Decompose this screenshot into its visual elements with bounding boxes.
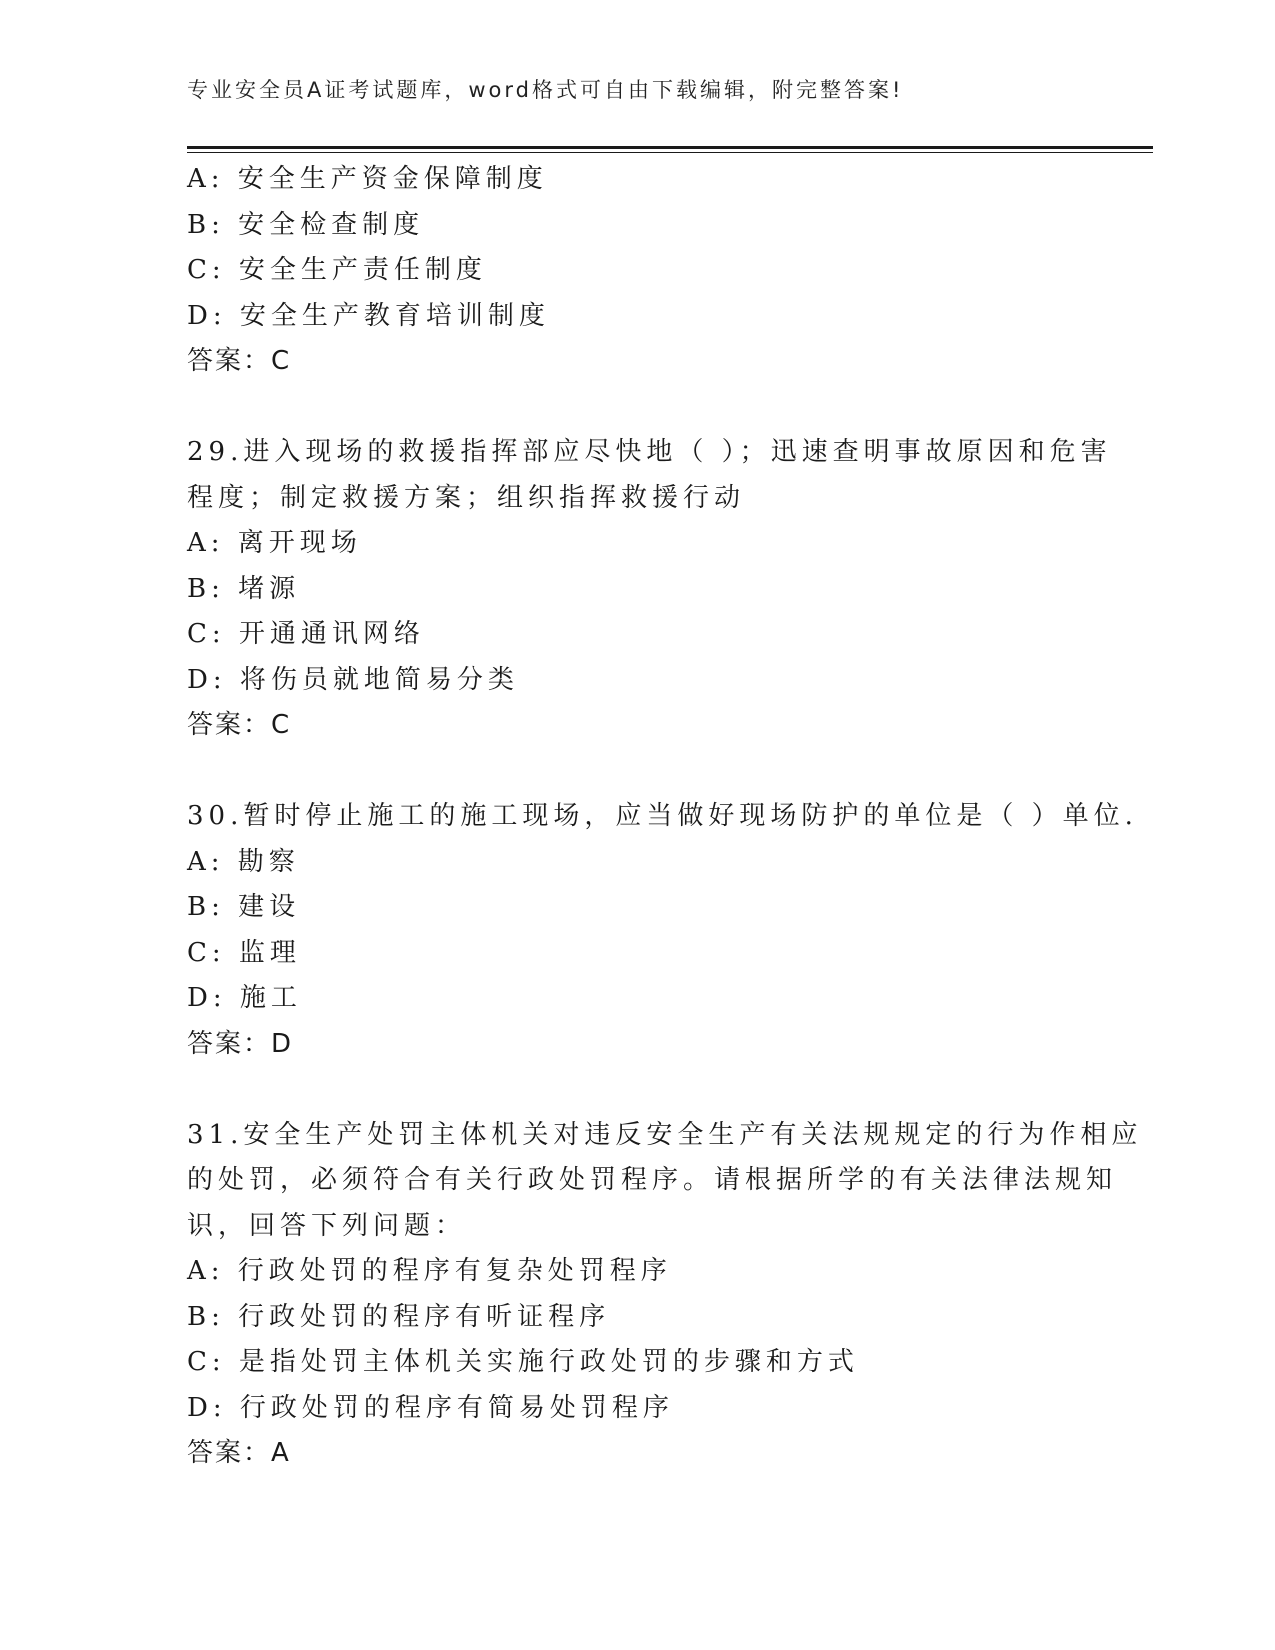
question-block (187, 749, 1138, 1068)
question-text: 29.进入现场的救援指挥部应尽快地（ ）；迅速查明事故原因和危害 (187, 437, 1112, 467)
answer-option: C: 安全生产责任制度 (187, 255, 487, 285)
question-text: 识，回答下列问题： (187, 1210, 467, 1241)
answer-key: 答案：C (187, 346, 292, 376)
question-block (187, 157, 1087, 385)
answer-option: B: 堵源 (187, 573, 301, 604)
question-text: 程度；制定救援方案；组织指挥救援行动 (187, 482, 746, 513)
answer-option: D: 将伤员就地简易分类 (187, 664, 519, 695)
answer-option: A: 行政处罚的程序有复杂处罚程序 (187, 1256, 672, 1286)
answer-key: 答案：D (187, 1028, 294, 1059)
block-spacer (187, 385, 1087, 431)
answer-option: C: 开通通讯网络 (187, 619, 425, 649)
answer-option: C: 监理 (187, 937, 301, 968)
answer-key: 答案：C (187, 710, 292, 740)
answer-option: A: 离开现场 (187, 528, 362, 558)
header-rule-thin (187, 152, 1153, 153)
header-rule-thick (187, 146, 1153, 149)
answer-key: 答案：A (187, 1438, 291, 1468)
answer-option: A: 安全生产资金保障制度 (187, 164, 548, 194)
answer-option: D: 施工 (187, 983, 302, 1013)
answer-option: A: 勘察 (187, 846, 300, 877)
block-spacer (187, 749, 1087, 795)
answer-option: D: 行政处罚的程序有简易处罚程序 (187, 1392, 674, 1423)
answer-option: B: 行政处罚的程序有听证程序 (187, 1301, 611, 1332)
question-block (187, 1067, 1143, 1477)
page-header: 专业安全员A证考试题库，word格式可自由下载编辑，附完整答案! (187, 78, 904, 102)
question-text: 的处罚，必须符合有关行政处罚程序。请根据所学的有关法律法规知 (187, 1165, 1118, 1195)
answer-option: B: 安全检查制度 (187, 209, 425, 240)
question-list (187, 157, 1143, 1477)
question-text: 30.暂时停止施工的施工现场，应当做好现场防护的单位是（ ）单位. (187, 801, 1138, 831)
block-spacer (187, 1067, 1087, 1113)
answer-option: B: 建设 (187, 892, 301, 922)
question-block (187, 385, 1112, 749)
answer-option: D: 安全生产教育培训制度 (187, 300, 550, 331)
question-text: 31.安全生产处罚主体机关对违反安全生产有关法规规定的行为作相应 (187, 1119, 1143, 1150)
answer-option: C: 是指处罚主体机关实施行政处罚的步骤和方式 (187, 1347, 859, 1377)
